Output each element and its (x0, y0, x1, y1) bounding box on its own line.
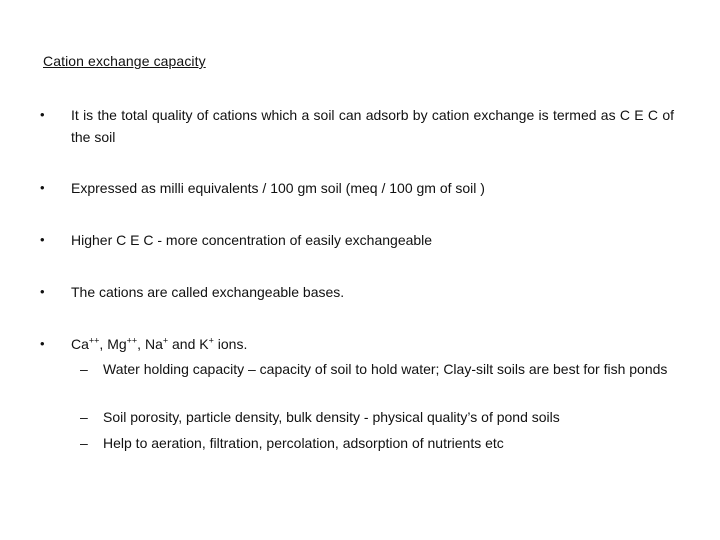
ions-and: and (172, 336, 196, 352)
bullet-marker: • (40, 232, 45, 247)
dash-marker: – (80, 361, 88, 377)
bullet-marker: • (40, 180, 45, 195)
ion-calcium-charge: ++ (88, 335, 100, 346)
bullet-marker: • (40, 107, 45, 122)
ion-potassium-charge: + (208, 335, 214, 346)
dash-marker: – (80, 409, 88, 425)
ion-potassium: K (199, 336, 209, 352)
dash-marker: – (80, 435, 88, 451)
ion-sodium-charge: + (162, 335, 169, 346)
bullet-marker: • (40, 284, 45, 299)
ions-line: Ca++, Mg++, Na+ and K+ ions. (71, 335, 248, 352)
slide-title: Cation exchange capacity (43, 53, 206, 69)
ions-tail: ions. (217, 336, 248, 352)
bullet-text: Higher C E C - more concentration of easily exchangeable (71, 232, 433, 248)
ion-magnesium: Mg (107, 336, 127, 352)
sub-item-text: Help to aeration, filtration, percolation, adsorption of nutrients etc (103, 435, 504, 451)
ion-magnesium-charge: ++ (126, 335, 138, 346)
ion-calcium: Ca (71, 336, 89, 352)
sub-item-text: Water holding capacity – capacity of soil to hold water; Clay-silt soils are best for fish ponds (103, 361, 668, 377)
bullet-text: Expressed as milli equivalents / 100 gm soil (meq / 100 gm of soil ) (71, 180, 485, 196)
bullet-text: It is the total quality of cations which a soil can adsorb by cation exchange is termed as C E C of the soil (71, 107, 674, 145)
bullet-text: The cations are called exchangeable bases. (71, 284, 345, 300)
bullet-marker: • (40, 336, 45, 351)
ion-sodium: Na (144, 336, 163, 352)
sub-item-text: Soil porosity, particle density, bulk density - physical quality’s of pond soils (103, 409, 560, 425)
